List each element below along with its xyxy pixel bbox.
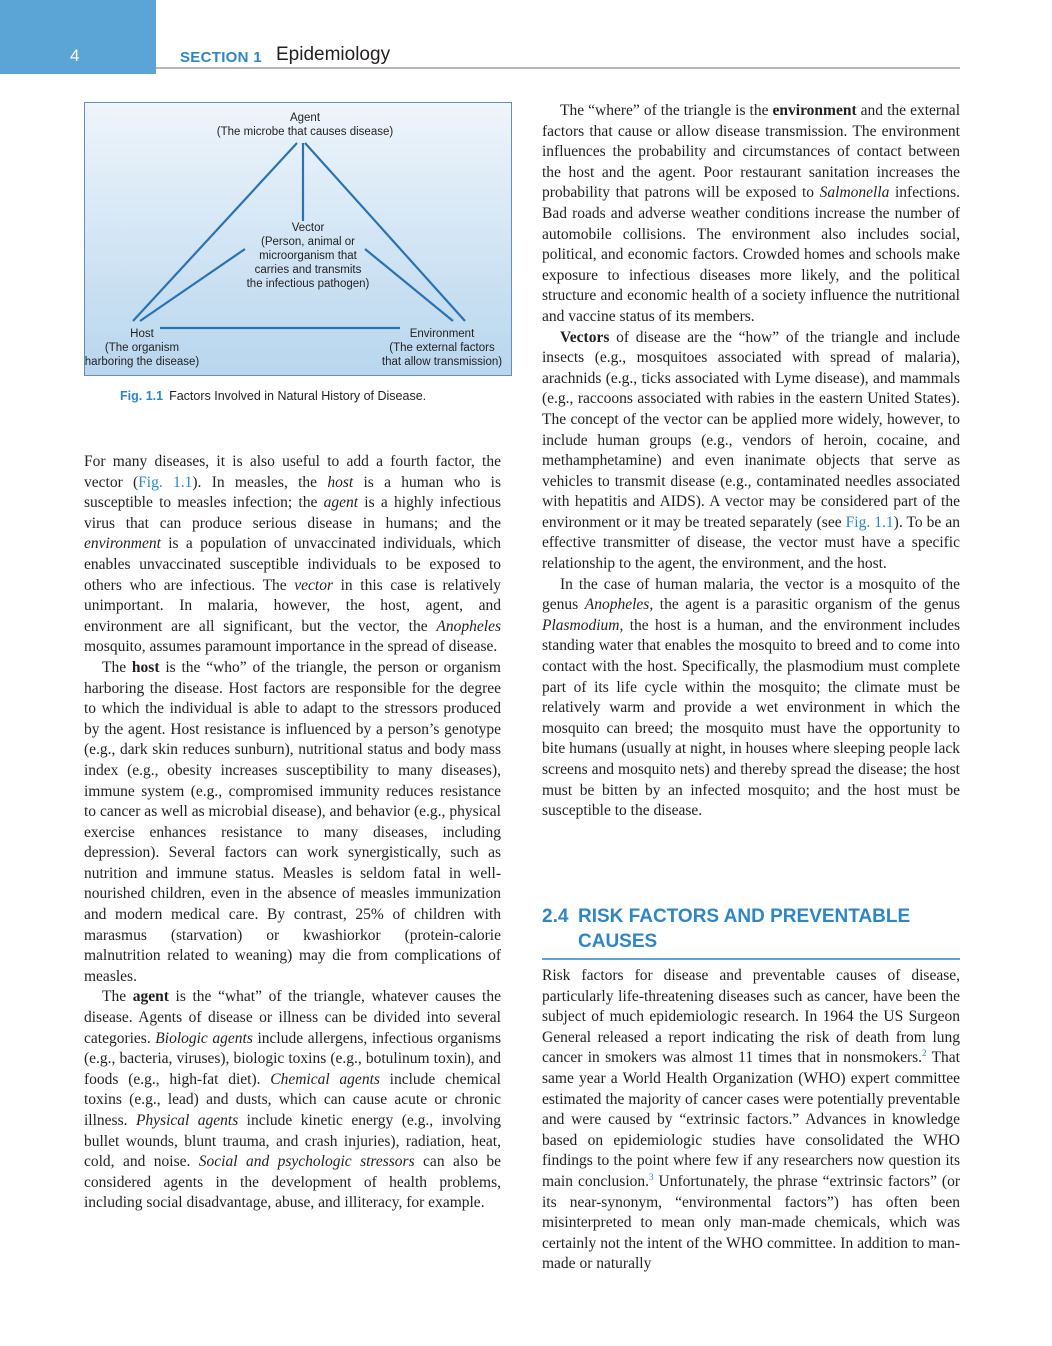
agent-label: Agent (The microbe that causes disease) [216, 112, 394, 138]
heading-title-line1: RISK FACTORS AND PREVENTABLE [578, 906, 911, 927]
figure-reference-link[interactable]: Fig. 1.1 [138, 473, 193, 491]
host-label: Host (The organism harboring the disease) [84, 328, 200, 368]
figure-caption-text: Factors Involved in Natural History of Disease. [169, 389, 427, 403]
section-label: SECTION 1 [180, 49, 262, 66]
heading-title-line2: CAUSES [578, 931, 658, 952]
figure-number: Fig. 1.1 [120, 389, 164, 403]
figure-epidemiologic-triangle [84, 102, 512, 376]
section-title: Epidemiology [276, 44, 391, 65]
section-2-4-body [542, 966, 960, 1275]
citation-link[interactable]: 2 [922, 1048, 927, 1059]
paragraph: The host is the “who” of the triangle, the person or organism harboring the disease. Host factors are responsible for the degree to which the individual is able to adapt to the stressors produced by the agent. Host resistance is influenced by a person’s genotype (e.g., dark skin reduces sunburn), nutritional status and body mass index (e.g., obesity increases susceptibility to many diseases), immune system (e.g., compromised immunity reduces resistance to cancer as well as microbial disease), and behavior (e.g., physical exercise enhances resistance to many diseases, including depression). Several factors can work synergistically, such as nutrition and immune status. Measles is seldom fatal in well-nourished children, even in the absence of measles immunization and modern medical care. By contrast, 25% of children with marasmus (starvation) or kwashiorkor (protein-calorie malnutrition related to weaning) may die from complications of measles. [84, 658, 501, 985]
paragraph: Risk factors for disease and preventable causes of disease, particularly life-threatening diseases such as cancer, have been the subject of much epidemiologic research. In 1964 the US Surgeon General released a report indicating the risk of death from lung cancer in smokers was almost 11 times that in nonsmokers.$^2$ That same year a World Health Organization (WHO) expert committee estimated the majority of cancer cases were potentially preventable and were caused by “extrinsic factors.” Advances in knowledge based on epidemiologic studies have consolidated the WHO findings to the point where few if any researchers now question its main conclusion.$^3$ Unfortunately, the phrase “extrinsic factors” (or its near-synonym, “environmental factors”) has often been misinterpreted to mean only man-made chemicals, which was certainly not the intent of the WHO committee. In addition to man-made or naturally [542, 967, 960, 1273]
citation-link[interactable]: 3 [649, 1171, 654, 1182]
paragraph: In the case of human malaria, the vector is a mosquito of the genus Anopheles, the agent is a parasitic organism of the genus Plasmodium, the host is a human, and the environment includes standing water that enables the mosquito to breed and to come into contact with the host. Specifically, the plasmodium must complete part of its life cycle within the mosquito; the climate must be relatively warm and provide a wet environment in which the mosquito can breed; the mosquito must have the opportunity to bite humans (usually at night, in houses where sleeping people lack screens and mosquito nets) and thereby spread the disease; the host must be bitten by an infected mosquito; and the host must be susceptible to the disease. [542, 575, 961, 820]
paragraph: Vectors of disease are the “how” of the triangle and include insects (e.g., mosquitoes associated with spread of malaria), arachnids (e.g., ticks associated with Lyme disease), and mammals (e.g., raccoons associated with rabies in the eastern United States). The concept of the vector can be applied more widely, however, to include human groups (e.g., vendors of heroin, cocaine, and methamphetamine) and even inanimate objects that serve as vehicles to transmit disease (e.g., contaminated needles associated with hepatitis and AIDS). A vector may be considered part of the environment or it may be treated separately (see Fig. 1.1). To be an effective transmitter of disease, the vector must have a specific relationship to the agent, the environment, and the host. [542, 328, 961, 573]
heading-rule [542, 958, 960, 960]
left-column [84, 452, 501, 1214]
heading-number: 2.4 [542, 906, 569, 927]
vector-label: Vector (Person, animal or microorganism that carries and transmits the infectious pathogen) [246, 222, 370, 290]
paragraph: The “where” of the triangle is the environment and the external factors that cause or allow disease transmission. The environment influences the probability and circumstances of contact between the host and the agent. Poor restaurant sanitation increases the probability that patrons will be exposed to Salmonella infections. Bad roads and adverse weather conditions increase the number of automobile collisions. The environment also includes social, political, and economic factors. Crowded homes and schools make exposure to infectious diseases more likely, and the political structure and economic health of a society influence the nutritional and vaccine status of its members. [542, 102, 960, 325]
paragraph: For many diseases, it is also useful to add a fourth factor, the vector (Fig. 1.1). In measles, the host is a human who is susceptible to measles infection; the agent is a highly infectious virus that can produce serious disease in humans; and the environment is a population of unvaccinated individuals, which enables unvaccinated susceptible individuals to be exposed to others who are infectious. The vector in this case is relatively unimportant. In malaria, however, the host, agent, and environment are all significant, but the vector, the Anopheles mosquito, assumes paramount importance in the spread of disease. [84, 453, 502, 656]
right-column [542, 101, 960, 822]
section-heading-2-4 [542, 904, 960, 954]
header-rule [156, 67, 960, 69]
figure-reference-link[interactable]: Fig. 1.1 [845, 513, 894, 531]
paragraph: The agent is the “what” of the triangle, whatever causes the disease. Agents of disease or illness can be divided into several categories. Biologic agents include allergens, infectious organisms (e.g., bacteria, viruses), biologic toxins (e.g., botulinum toxin), and foods (e.g., high-fat diet). Chemical agents include chemical toxins (e.g., lead) and dusts, which can cause acute or chronic illness. Physical agents include kinetic energy (e.g., involving bullet wounds, blunt trauma, and crash injuries), radiation, heat, cold, and noise. Social and psychologic stressors can also be considered agents in the development of health problems, including social disadvantage, abuse, and illiteracy, for example. [84, 988, 501, 1212]
figure-caption [120, 389, 426, 403]
environment-label: Environment (The external factors that allow transmission) [381, 328, 503, 368]
page-tab [0, 0, 156, 74]
page-number: 4 [70, 46, 80, 65]
